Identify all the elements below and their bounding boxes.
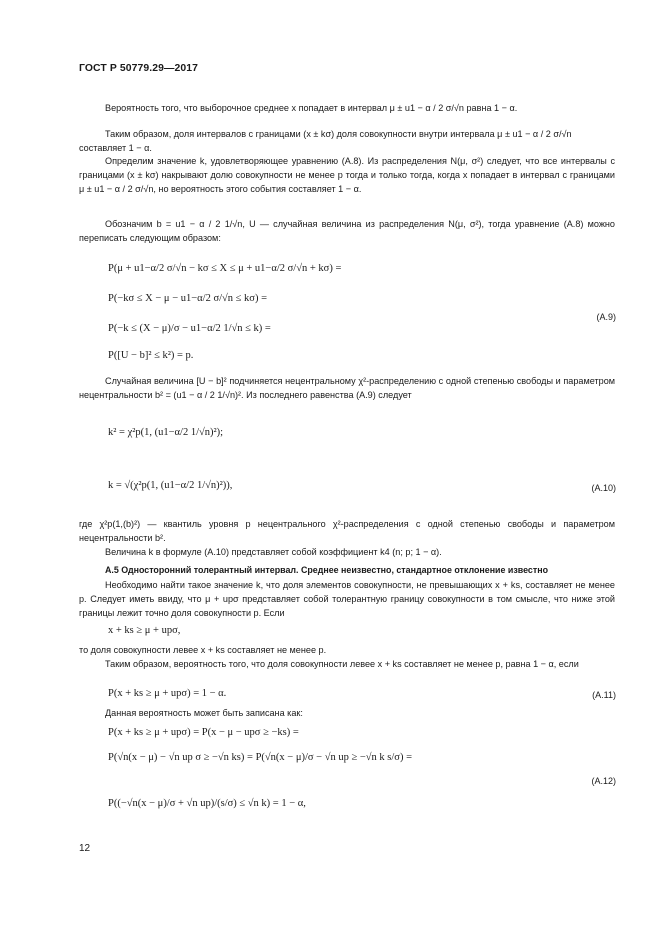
equation-label-a9: (А.9) [596, 312, 616, 322]
paragraph-probability [105, 101, 517, 115]
equation-label-a11: (А.11) [592, 690, 616, 700]
equation-label-a10: (А.10) [591, 483, 616, 493]
equation-a10-line2: k = √(χ²p(1, (u1−α/2 1/√n)²)), [108, 480, 233, 491]
paragraph-quantile: где χ²p(1,(b)²) — квантиль уровня p нецентрального χ²-распределения с одной степенью свободы и параметром нецентральности b². [79, 519, 615, 543]
section-heading: А.5 Односторонний толерантный интервал. Среднее неизвестно, стандартное отклонение известно [105, 565, 548, 575]
equation-a9-line3: P(−k ≤ (X − μ)/σ − u1−α/2 1/√n ≤ k) = [108, 323, 271, 334]
equation-a9-line4: P([U − b]² ≤ k²) = p. [108, 350, 194, 361]
paragraph-notation-b: Обозначим b = u1 − α / 2 1/√n, U — случайная величина из распределения N(μ, σ²), тогда уравнение (А.8) можно переписать следующим образом: [79, 219, 615, 243]
equation-a10-line1: k² = χ²p(1, (u1−α/2 1/√n)²); [108, 427, 224, 438]
equation-a9-line2: P(−kσ ≤ X − μ − u1−α/2 σ/√n ≤ kσ) = [108, 293, 268, 304]
paragraph-written-as: Данная вероятность может быть записана как: [105, 708, 303, 718]
equation-a12-line1: P(x + ks ≥ μ + upσ) = P(x − μ − upσ ≥ −ks) = [108, 727, 299, 738]
paragraph-share-left: то доля совокупности левее x + ks составляет не менее p. [79, 645, 327, 655]
equation-a12-line3: P((−√n(x − μ)/σ + √n up)/(s/σ) ≤ √n k) = 1 − α, [108, 798, 306, 809]
paragraph-define-k: Определим значение k, удовлетворяющее уравнению (А.8). Из распределения N(μ, σ²) следует, что все интервалы с границами (x ± kσ) накрывают долю совокупности не менее p тогда и только тогда, когда x попадает в интервал с границами μ ± u1 − α / 2 σ/√n, но вероятность этого события составляет 1 − α. [79, 156, 615, 194]
document-header: ГОСТ Р 50779.29—2017 [79, 63, 198, 74]
paragraph-find-k: Необходимо найти такое значение k, что доля элементов совокупности, не превышающих x + ks, составляет не менее p. Следует иметь ввиду, что μ + upσ представляет собой толерантную границу совокупности в том смысле, что ниже этой границы лежит точно доля совокупности p. Если [79, 580, 615, 618]
paragraph-noncentral: Случайная величина [U − b]² подчиняется нецентральному χ²-распределению с одной степенью свободы и параметром нецентральности b² = (u1 − α / 2 1/√n)². Из последнего равенства (А.9) следует [79, 376, 615, 400]
equation-inequality: x + ks ≥ μ + upσ, [108, 625, 181, 636]
paragraph-interval-share: Таким образом, доля интервалов с границами (x ± kσ) доля совокупности внутри интервала μ ± u1 − α / 2 σ/√n [105, 129, 572, 139]
equation-a11: P(x + ks ≥ μ + upσ) = 1 − α. [108, 688, 227, 699]
paragraph-coefficient: Величина k в формуле (А.10) представляет собой коэффициент k4 (n; p; 1 − α). [105, 547, 442, 557]
equation-a9-line1: P(μ + u1−α/2 σ/√n − kσ ≤ X ≤ μ + u1−α/2 σ/√n + kσ) = [108, 263, 342, 274]
page-number: 12 [79, 843, 91, 854]
paragraph-interval-share-end: составляет 1 − α. [79, 143, 152, 153]
paragraph-probability-equal: Таким образом, вероятность того, что доля совокупности левее x + ks составляет не менее p, равна 1 − α, если [105, 659, 579, 669]
equation-label-a12: (А.12) [591, 776, 616, 786]
equation-a12-line2: P(√n(x − μ) − √n up σ ≥ −√n ks) = P(√n(x − μ)/σ − √n up ≥ −√n k s/σ) = [108, 752, 412, 763]
paragraph-text: Вероятность того, что выборочное среднее x попадает в интервал μ ± u1 − α / 2 σ/√n равна 1 − α. [105, 103, 518, 113]
